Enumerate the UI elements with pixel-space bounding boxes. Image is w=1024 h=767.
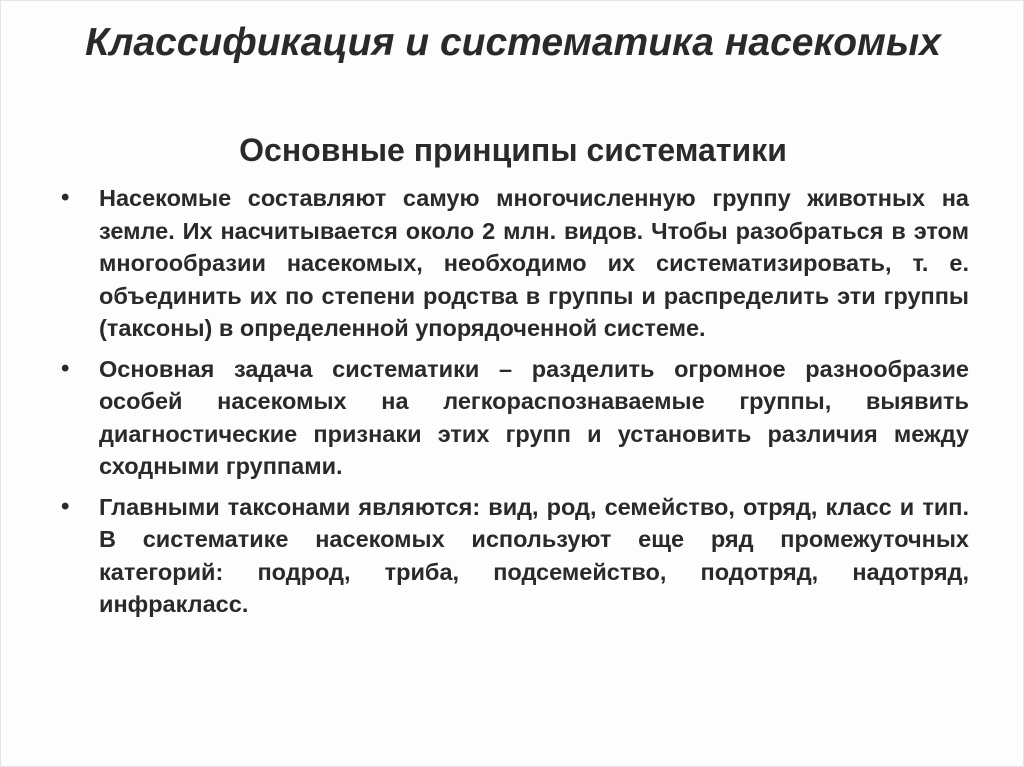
bullet-text: Главными таксонами являются: вид, род, семейство, отряд, класс и тип. В систематике насекомых используют еще ряд промежуточных категорий: подрод, триба, подсемейство, подотряд, надотряд, инфракласс.: [99, 493, 969, 617]
bullet-text: Насекомые составляют самую многочисленную группу животных на земле. Их насчитывается около 2 млн. видов. Чтобы разобраться в этом многообразии насекомых, необходимо их систематизировать, т. е. объединить их по степени родства в группы и распределить эти группы (таксоны) в определенной упорядоченной системе.: [99, 185, 969, 341]
bullet-dot-icon: •: [61, 492, 70, 520]
bullet-text: Основная задача систематики – разделить огромное разнообразие особей насекомых на легкораспознаваемые группы, выявить диагностические признаки этих групп и установить различия между сходными группами.: [99, 355, 969, 479]
bullet-dot-icon: •: [61, 184, 70, 211]
bullet-item: [59, 491, 969, 621]
slide-title: Классификация и систематика насекомых: [85, 21, 941, 64]
bullet-item: [59, 353, 969, 483]
bullet-item: [59, 182, 969, 345]
bullet-list: [59, 182, 969, 629]
bullet-dot-icon: •: [61, 354, 70, 382]
slide-subtitle: Основные принципы систематики: [239, 132, 787, 168]
